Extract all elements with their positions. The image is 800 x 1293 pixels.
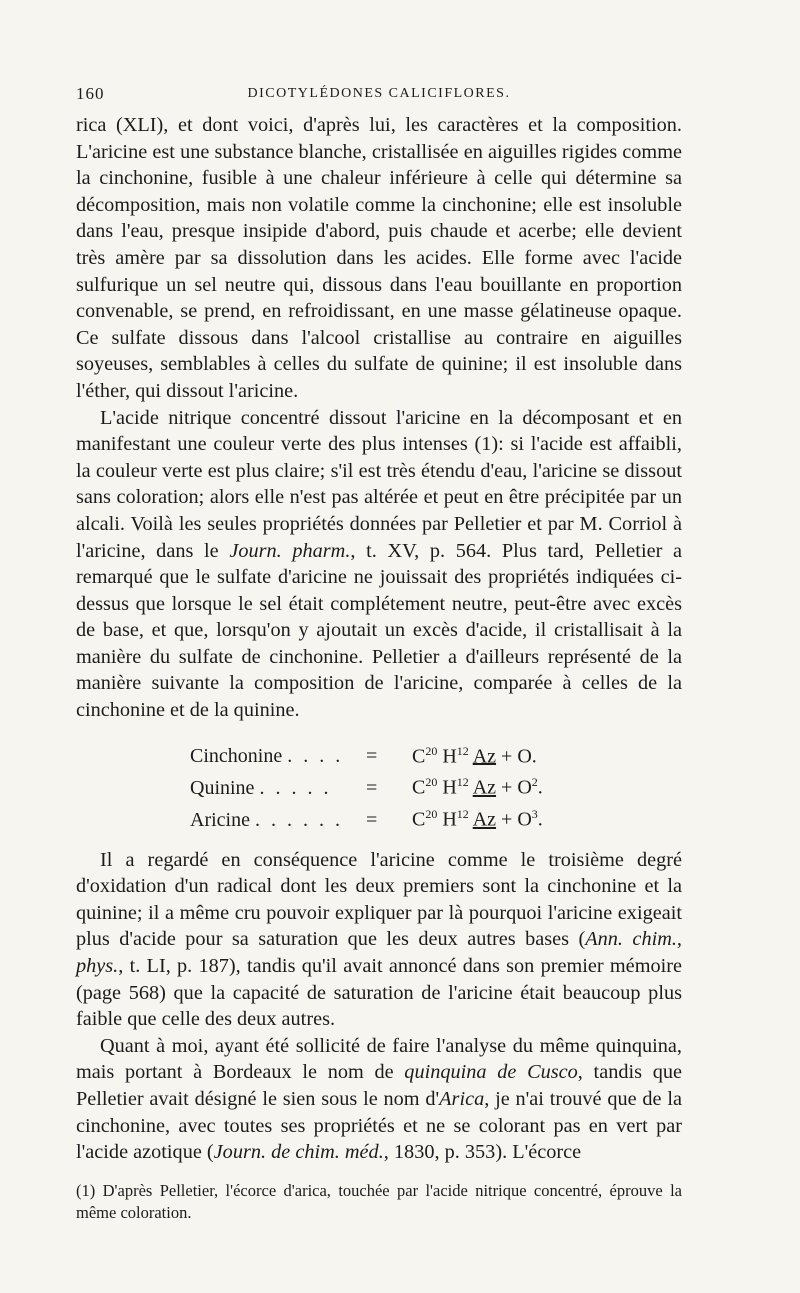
text-run: , 1830, p. 353). L'écorce — [383, 1141, 582, 1164]
paragraph — [76, 405, 682, 724]
formula-name: Quinine — [190, 776, 255, 799]
paragraph — [76, 1033, 682, 1166]
text-run: , t. LI, p. 187), tandis qu'il avait annoncé dans son premier mémoire (page 568) que la capacité de saturation de l'aricine était beaucoup plus faible que celle des deux autres. — [76, 955, 682, 1031]
book-page — [76, 84, 682, 1224]
body-text-bottom — [76, 847, 682, 1166]
text-run: Il a regardé en conséquence l'aricine comme le troisième degré d'oxidation d'un radical dont les deux premiers sont la cinchonine et la quinine; il a même cru pouvoir expliquer par là pourquoi l'aricine exigeait plus d'acide pour sa saturation que les deux autres bases ( — [76, 848, 682, 951]
formula-equals: = — [366, 808, 378, 831]
formula-expression: $C^{20}$ $H^{12}$ Az + O. — [412, 743, 537, 768]
formula-expression: $C^{20}$ $H^{12}$ $Az + O^3$. — [412, 806, 543, 831]
running-title: DICOTYLÉDONES CALICIFLORES. — [247, 86, 511, 101]
formula-name: Cinchonine — [190, 745, 283, 768]
paragraph — [76, 847, 682, 1033]
page-header — [76, 84, 682, 112]
text-run: , tandis que Pelletier avait désigné le sien sous le nom d' — [76, 1061, 682, 1110]
text-run: rica (XLI), et dont voici, d'après lui, les caractères et la composition. L'aricine est une substance blanche, cristallisée en aiguilles rigides comme la cinchonine, fusible à une chaleur inférieure à celle qui détermine sa décomposition, mais non volatile comme la cinchonine; elle est insoluble dans l'eau, presque insipide d'abord, puis chaude et acerbe; elle devient très amère par sa dissolution dans les acides. Elle forme avec l'acide sulfurique un sel neutre qui, dissous dans l'eau bouillante en proportion convenable, se prend, en refroidissant, en une masse gélatineuse opaque. Ce sulfate dissous dans l'alcool cristallise au contraire en aiguilles soyeuses, semblables à celles du sulfate de quinine; il est insoluble dans l'éther, qui dissout l'aricine. — [76, 114, 682, 402]
body-text-top — [76, 112, 682, 724]
italic-citation: Journ. pharm. — [229, 539, 351, 562]
formula-row-cinchonine: Cinchonine . . . . = $C^{20}$ $H^{12}$ Az + O. — [190, 738, 682, 770]
italic-citation: Journ. de chim. méd. — [213, 1141, 384, 1164]
formula-row-quinine: Quinine . . . . . = $C^{20}$ $H^{12}$ $Az + O^2$. — [190, 769, 682, 801]
text-run: , t. XV, p. 564. Plus tard, Pelletier a remarqué que le sulfate d'aricine ne jouissait des propriétés indiquées ci-dessus que lorsque le sel était complétement neutre, peut-être avec excès de base, et que, lorsqu'on y ajoutait un excès d'acide, il cristallisait à la manière du sulfate de cinchonine. Pelletier a d'ailleurs représenté de la manière suivante la composition de l'aricine, comparée à celles de la cinchonine et de la quinine. — [76, 539, 682, 722]
formula-equals: = — [366, 776, 378, 799]
italic-citation: quinquina de Cusco — [404, 1061, 578, 1084]
text-run: , je n'ai trouvé que de la cinchonine, avec toutes ses propriétés et ne se colorant pas en vert par l'acide azotique ( — [76, 1087, 682, 1164]
page-number: 160 — [76, 84, 105, 103]
formula-equals: = — [366, 745, 378, 768]
formula-name: Aricine — [190, 808, 250, 831]
formula-table — [190, 738, 682, 833]
footnote: (1) D'après Pelletier, l'écorce d'arica, touchée par l'acide nitrique concentré, éprouve la même coloration. — [76, 1180, 682, 1222]
formula-row-aricine: Aricine . . . . . . = $C^{20}$ $H^{12}$ $Az + O^3$. — [190, 801, 682, 833]
text-run: L'acide nitrique concentré dissout l'aricine en la décomposant et en manifestant une couleur verte des plus intenses (1): si l'acide est affaibli, la couleur verte est plus claire; s'il est très étendu d'eau, l'aricine se dissout sans coloration; alors elle n'est pas altérée et peut en être précipitée par un alcali. Voilà les seules propriétés données par Pelletier et par M. Corriol à l'aricine, dans le — [76, 406, 682, 562]
italic-citation: Ann. chim., phys. — [76, 928, 683, 977]
paragraph — [76, 112, 682, 405]
text-run: Quant à moi, ayant été sollicité de faire l'analyse du même quinquina, mais portant à Bordeaux le nom de — [76, 1034, 682, 1084]
formula-expression: $C^{20}$ $H^{12}$ $Az + O^2$. — [412, 775, 543, 799]
italic-citation: Arica — [439, 1087, 485, 1110]
